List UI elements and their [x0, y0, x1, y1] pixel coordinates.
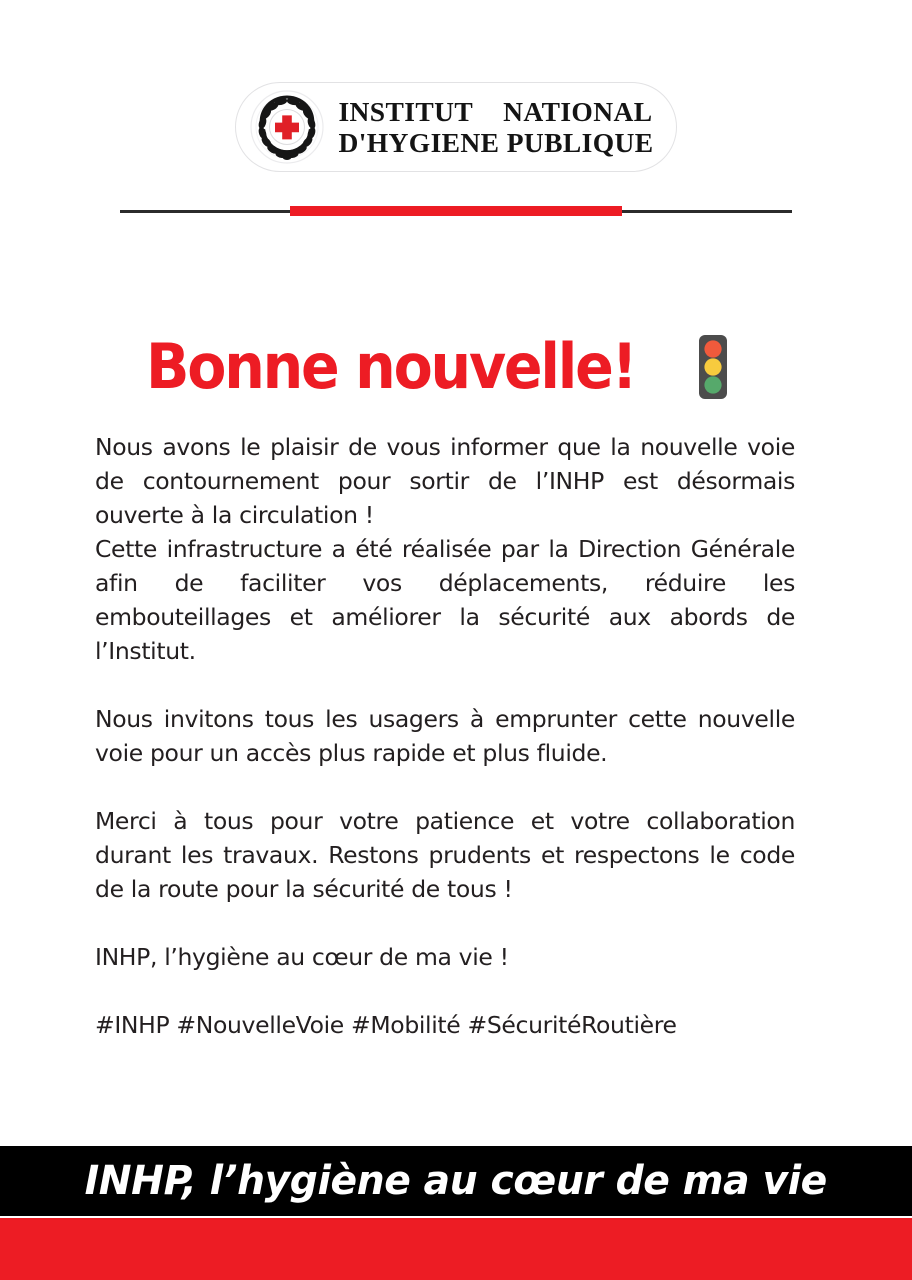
footer-red-band: [0, 1218, 912, 1280]
paragraph-intro: Nous avons le plaisir de vous informer que la nouvelle voie de contournement pour sortir de l’INHP est désormais ouverte à la circulation !: [95, 433, 795, 529]
divider-red-rule: [290, 206, 622, 216]
header: [0, 82, 912, 172]
headline-row: [146, 330, 728, 403]
logo-word-institut: INSTITUT: [338, 95, 474, 127]
red-cross-laurel-wreath-emblem: [250, 90, 324, 164]
institution-logo: [235, 82, 676, 172]
header-divider: [120, 205, 792, 217]
announcement-body: [95, 430, 795, 1042]
paragraph-infrastructure: Cette infrastructure a été réalisée par la Direction Générale afin de faciliter vos déplacements, réduire les embouteillages et améliorer la sécurité aux abords de l’Institut.: [95, 535, 795, 665]
logo-word-national: NATIONAL: [503, 95, 653, 127]
footer-slogan: INHP, l’hygiène au cœur de ma vie: [84, 1158, 828, 1204]
logo-line-hygiene-publique: D'HYGIENE PUBLIQUE: [338, 127, 654, 158]
institution-name: [338, 96, 653, 159]
paragraph-slogan: INHP, l’hygiène au cœur de ma vie !: [95, 943, 509, 971]
footer-black-band: [0, 1146, 912, 1216]
page-title: Bonne nouvelle!: [146, 330, 636, 403]
paragraph-thanks: Merci à tous pour votre patience et votre collaboration durant les travaux. Restons prudents et respectons le code de la route pour la sécurité de tous !: [95, 807, 795, 903]
paragraph-invitation: Nous invitons tous les usagers à emprunter cette nouvelle voie pour un accès plus rapide et plus fluide.: [95, 705, 795, 767]
traffic-light-icon: [698, 334, 728, 400]
hashtags: #INHP #NouvelleVoie #Mobilité #SécuritéRoutière: [95, 1011, 677, 1039]
